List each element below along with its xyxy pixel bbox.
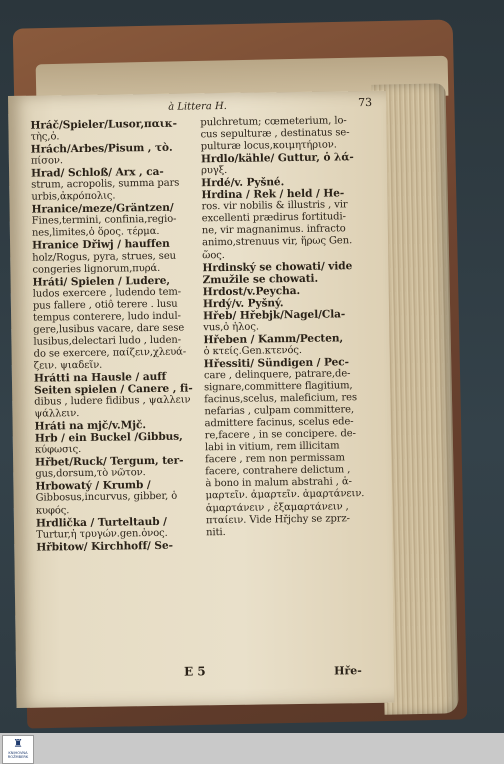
text-line: congeries lignorum,πυρά.	[32, 262, 161, 276]
text-line: animo,strenuus vir, ἥρως Gen.	[201, 235, 353, 249]
library-logo-text	[4, 751, 32, 759]
text-line: facere , rem non permissam	[205, 452, 345, 466]
text-line: Hranice/meze/Gräntzen/	[31, 202, 174, 217]
text-line: μαρτεῖν. ἀμαρτεῖν. ἁμαρτάνειν.	[205, 488, 365, 502]
text-line: strum, acropolis, summa pars	[31, 177, 180, 191]
text-line: Hráti na mjč/v.Mjč.	[34, 419, 146, 433]
text-line: excellenti prædirus fortitudi-	[201, 211, 346, 225]
text-line: Seiten spielen / Canere , fi-	[34, 382, 193, 397]
text-line: Hráti/ Spielen / Ludere,	[32, 274, 171, 289]
text-line: ne, vir magnanimus. infracto	[201, 223, 346, 237]
text-line: Hřeb/ Hřebjk/Nagel/Cla-	[203, 308, 346, 323]
text-line: lusibus,delectari ludo , luden-	[33, 334, 182, 348]
text-line: vus,ὁ ἧλος.	[203, 321, 259, 334]
book-page	[8, 91, 395, 708]
text-line: do se exercere, παίζειν,χλευά-	[33, 346, 187, 360]
text-line: tempus conterere, ludo indul-	[33, 310, 181, 324]
library-logo	[2, 735, 34, 764]
right-column	[200, 115, 382, 539]
text-line: πίσον.	[30, 155, 63, 167]
text-line: signare,committere flagitium,	[204, 380, 353, 394]
text-line: Hranice Dřiwj / hauffen	[32, 238, 170, 253]
text-line: labi in vitium, rem illicitam	[204, 440, 340, 454]
text-line: Hrb / ein Buckel /Gibbus,	[34, 430, 183, 445]
text-line: holz/Rogus, pyra, strues, seu	[32, 250, 177, 264]
text-line: Hřeben / Kamm/Pecten,	[203, 332, 344, 347]
text-line: facinus,scelus, maleficium, res	[204, 392, 358, 406]
page-number: 73	[358, 95, 373, 110]
text-line: gus,dorsum,τὸ νῶτον.	[35, 467, 146, 481]
bottom-strip	[0, 733, 504, 764]
running-head: à Littera H.	[168, 100, 228, 113]
left-column	[30, 117, 202, 553]
logo-text-line2: ROŽMBERK	[7, 755, 29, 759]
text-line: Hrdlička / Turteltaub /	[35, 515, 167, 530]
text-line: dibus , ludere fidibus , ψαλλειν	[34, 394, 191, 408]
text-line: Fines,termini, confinia,regio-	[31, 214, 177, 228]
text-line: ψάλλειν.	[34, 408, 80, 420]
text-line: Hrdinský se chowati/ vide	[202, 259, 353, 274]
text-line: ρυγξ.	[200, 165, 228, 177]
text-line: nes,limites,ὁ ὅρος. τέρμα.	[31, 226, 160, 240]
text-line: τὴς,ὁ.	[30, 131, 60, 143]
text-line: Hrad/ Schloß/ Arx , ca-	[31, 166, 164, 180]
text-line: nefarias , culpam committere,	[204, 404, 355, 418]
text-line: Hrách/Arbes/Pisum , τὸ.	[30, 141, 173, 156]
text-line: ludos exercere , ludendo tem-	[32, 286, 182, 300]
text-line: πταίειν. Vide Hřjchy se zprz-	[205, 512, 350, 526]
text-line: ros. vir nobilis & illustris , vir	[201, 199, 348, 213]
text-line: ζειν. ψιαδεῖν.	[33, 359, 103, 372]
text-line: niti.	[206, 526, 226, 538]
text-line: Hrdina / Rek / held / He-	[201, 187, 345, 202]
text-line: Hrdé/v. Pyšné.	[201, 176, 285, 190]
text-line: Hrátti na Hausle / auff	[33, 370, 167, 385]
text-line: care , delinquere, patrare,de-	[203, 368, 351, 382]
text-line: re,facere , in se concipere. de-	[204, 428, 356, 442]
logo-text-line1: KNIHOVNA	[8, 751, 28, 755]
text-line: ὁ κτείς.Gen.κτενός.	[203, 344, 302, 358]
text-line: κύφωσις.	[34, 444, 82, 456]
text-line: admittere facinus, scelus ede-	[204, 416, 354, 430]
text-line: ὥος.	[202, 249, 225, 261]
catchword: Hře-	[333, 664, 362, 678]
text-line: cus sepulturæ , destinatus se-	[200, 127, 350, 141]
text-line: Hřessiti/ Sündigen / Pec-	[203, 356, 349, 371]
text-line: pulchretum; cœmeterium, lo-	[200, 115, 347, 129]
text-line: pulturæ locus,κοιμητήριον.	[200, 139, 337, 153]
text-line: Hrdlo/kähle/ Guttur, ὁ λά-	[200, 151, 354, 166]
text-line: Hřbitow/ Kirchhoff/ Se-	[36, 539, 173, 554]
text-line: Gibbosus,incurvus, gibber, ὁ	[35, 491, 178, 505]
text-line: Hrdý/v. Pyšný.	[202, 296, 284, 311]
text-line: Hřbet/Ruck/ Tergum, ter-	[35, 454, 184, 469]
signature-mark: E 5	[183, 664, 206, 679]
text-line: Hrbowatý / Krumb /	[35, 479, 151, 494]
text-line: Hrdost/v.Peycha.	[202, 284, 301, 298]
text-line: pus fallere , otiô terere . lusu	[32, 298, 178, 312]
text-line: Hráč/Spieler/Lusor,παικ-	[30, 117, 177, 132]
text-line: Turtur,ἡ τρυγών.gen.ὁνος.	[36, 527, 168, 541]
text-line: urbis,ἀκρόπολις.	[31, 190, 116, 203]
text-line: κυφός.	[35, 504, 70, 517]
text-line: gere,lusibus vacare, dare sese	[33, 322, 185, 336]
text-line: ἁμαρτάνειν , ἐξαμαρτάνειν ,	[205, 500, 349, 514]
library-logo-icon: ♜	[13, 737, 23, 750]
text-line: facere, contrahere delictum ,	[205, 464, 351, 478]
text-line: Zmužile se chowati.	[202, 272, 319, 286]
text-line: à bono in malum abstrahi , ἁ-	[205, 476, 352, 490]
